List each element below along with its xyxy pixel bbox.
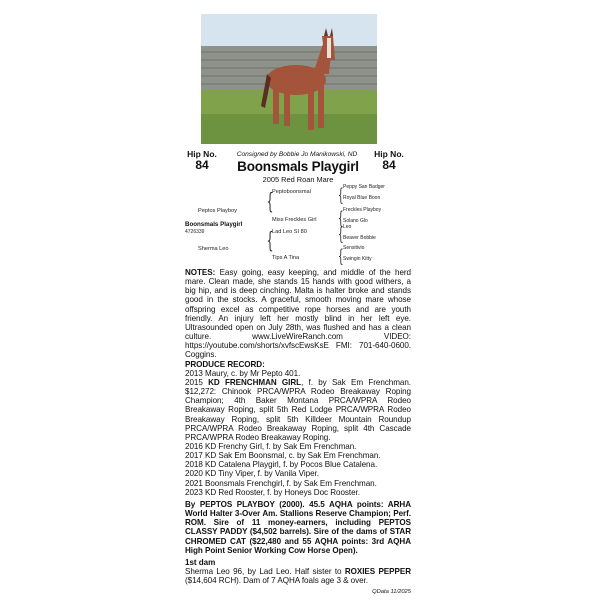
- pedigree-brace: {: [337, 224, 344, 245]
- pedigree-brace: {: [266, 190, 274, 215]
- pedigree-sire-sire: Peptoboonsmal: [272, 189, 311, 195]
- produce-2017: 2017 KD Sak Em Boonsmal, c. by Sak Em Frenchman.: [185, 451, 381, 461]
- produce-2016: 2016 KD Frenchy Girl, f. by Sak Em Frenchman.: [185, 441, 357, 451]
- pedigree-dam-dam-dam: Swingin Kitty: [343, 256, 372, 262]
- pedigree-sire-dam-sire: Freckles Playboy: [343, 207, 382, 213]
- pedigree-brace: {: [337, 208, 344, 229]
- pedigree-dam-dam-sire: Sensitivio: [343, 245, 365, 251]
- produce-2020: 2020 KD Tiny Viper, f. by Vanila Viper.: [185, 469, 319, 479]
- pedigree-brace: {: [337, 246, 344, 267]
- pedigree-dam-dam: Tips A Tina: [272, 255, 300, 261]
- pedigree-dam-sire-sire: Leo: [343, 224, 352, 230]
- horse-description: 2005 Red Roan Mare: [262, 175, 334, 184]
- produce-2015-name: KD FRENCHMAN GIRL: [208, 377, 302, 387]
- pedigree-sire-sire-dam: Royal Blue Boon: [343, 195, 381, 201]
- produce-heading: PRODUCE RECORD:: [185, 359, 265, 369]
- first-dam-paragraph: Sherma Leo 96, by Lad Leo. Half sister to ROXIES PEPPER ($14,604 RCH). Dam of 7 AQHA foals age 3 & over.: [185, 567, 411, 586]
- pedigree-brace: {: [337, 185, 344, 206]
- notes-text: Easy going, easy keeping, and middle of the herd mare. Clean made, she stands 15 hands with good withers, a big hip, and is deep cinching. Malta is halter broke and stands good in the stocks. A graceful, smooth moving mare whose offspring excel as competitive rope horses and are youth friendly. An injury left her mostly blind in her left eye. Ultrasounded open on July 28th, was flushed and has a clean culture. www.LiveWireRanch.com VIDEO: https://youtube.com/shorts/xvfscEwsKsE FMI: 701-640-0600. Coggins.: [185, 268, 411, 360]
- pedigree-dam: Sherma Leo: [198, 246, 229, 252]
- notes-label: NOTES:: [185, 268, 216, 277]
- registration-number: 4726339: [185, 229, 205, 235]
- pedigree-brace: {: [266, 229, 274, 254]
- produce-2018: 2018 KD Catalena Playgirl, f. by Pocos Blue Catalena.: [185, 460, 378, 470]
- catalog-page: [183, 10, 413, 598]
- sire-paragraph: By PEPTOS PLAYBOY (2000). 45.5 AQHA points: ARHA World Halter 3-Over Am. Stallions Reserve Champion; Perf. ROM. Sire of 11 money-earners, including PEPTOS CLASSY PADDY ($4,502 barrels). Sire of the dams of STAR CHROMED CAT ($22,480 and 55 AQHA points: 3rd AQHA High Point Senior Working Cow Horse Open).: [185, 499, 411, 555]
- horse-photo: [201, 14, 377, 144]
- first-dam-heading: 1st dam: [185, 557, 216, 567]
- pedigree-sire-sire-sire: Peppy San Badger: [343, 184, 385, 190]
- hip-label: Hip No.: [187, 149, 217, 159]
- pedigree-sire-dam: Miss Freckles Girl: [272, 217, 317, 223]
- horse-name: Boonsmals Playgirl: [237, 159, 359, 174]
- consignor-line: Consigned by Bobbie Jo Manikowski, ND: [236, 151, 358, 158]
- pedigree-dam-sire-dam: Beaver Bobbie: [343, 235, 376, 241]
- hip-number: 84: [195, 157, 209, 172]
- pedigree-sire: Peptos Playboy: [198, 208, 237, 214]
- notes-paragraph: [185, 268, 411, 360]
- hip-number: 84: [382, 157, 396, 172]
- first-dam-bold-name: ROXIES PEPPER: [344, 567, 411, 576]
- produce-2013: 2013 Maury, c. by Mr Pepto 401.: [185, 368, 301, 378]
- produce-2021: 2021 Boonsmals Frenchgirl, f. by Sak Em Frenchman.: [185, 478, 377, 488]
- pedigree-sire-dam-dam: Solano Glo: [343, 218, 368, 224]
- produce-2023: 2023 KD Red Rooster, f. by Honeys Doc Rooster.: [185, 487, 360, 497]
- footer-credit: QData 11/2025: [372, 589, 411, 595]
- produce-2015: 2015 KD FRENCHMAN GIRL, f. by Sak Em Frenchman. $12,272: Chinook PRCA/WPRA Rodeo Breakaway Roping Champion; 4th Baker Montana PRCA/WPRA Rodeo Breakaway Roping, split 5th Red Lodge PRCA/WPRA Rodeo Breakaway Roping, split 5th Killdeer Mountain Roundup PRCA/WPRA Rodeo Breakaway Roping, split 4th Cascade PRCA/WPRA Rodeo Breakaway Roping.: [185, 377, 412, 442]
- hip-label: Hip No.: [374, 149, 404, 159]
- pedigree-subject: Boonsmals Playgirl: [185, 221, 243, 228]
- catalog-body: [185, 268, 411, 585]
- hip-number-left: [184, 150, 220, 172]
- pedigree-dam-sire: Lad Leo SI 80: [272, 229, 307, 235]
